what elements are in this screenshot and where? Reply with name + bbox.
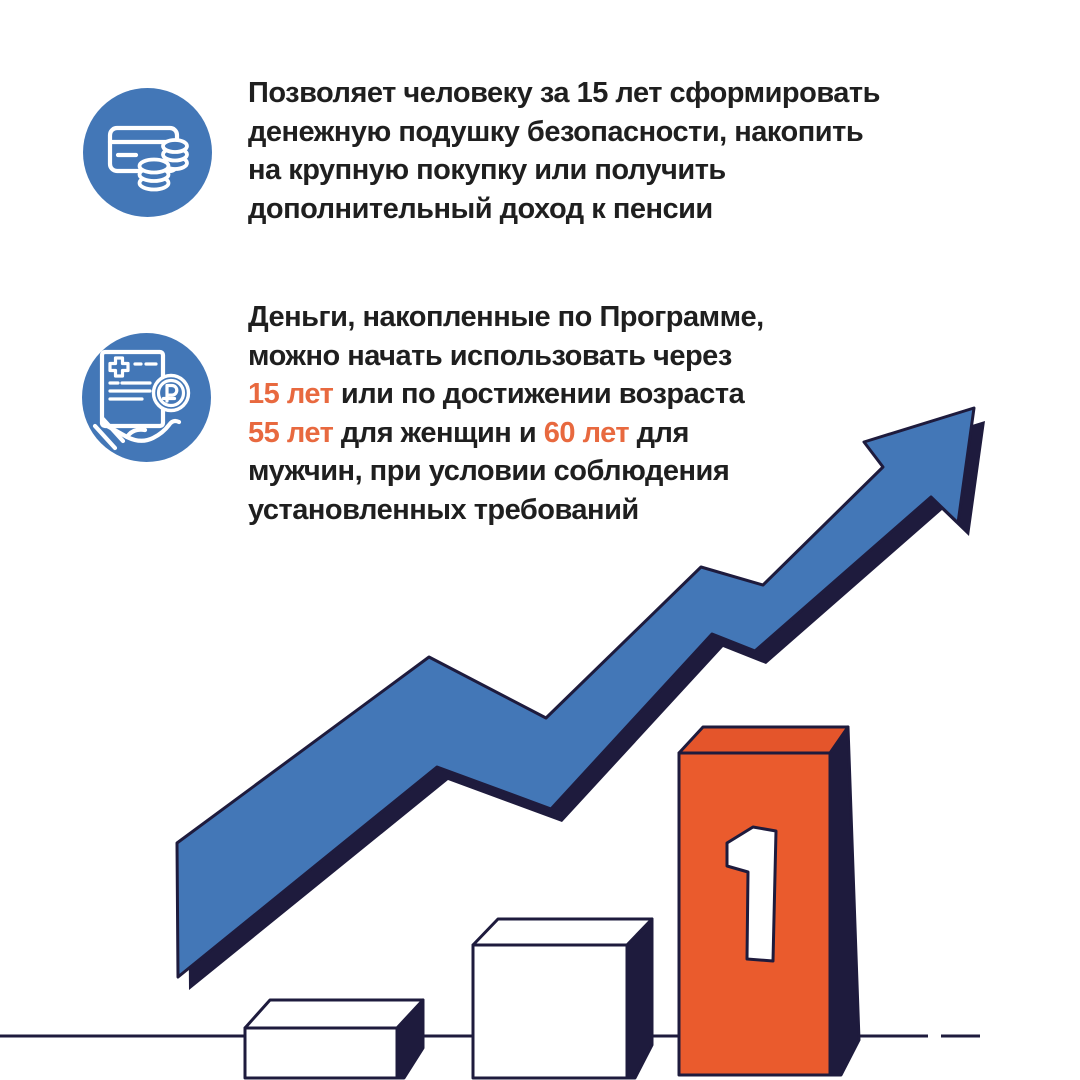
podium-box-small [245,1000,423,1078]
highlighted-term: 55 лет [248,416,334,449]
text-segment: дополнительный доход к пенсии [248,192,713,225]
highlighted-term: 15 лет [248,378,334,410]
text-segment: мужчин, при условии соблюдения [248,455,730,487]
text-segment: для женщин и [333,416,544,449]
text-segment: Позволяет человеку за 15 лет сформировать [248,77,880,109]
text-segment: установленных требований [248,493,639,526]
highlighted-term: 60 лет [543,416,630,449]
text-segment: можно начать использовать через [248,339,732,372]
text-segment: Деньги, накопленные по Программе, [248,301,764,333]
text-segment: для [629,416,689,449]
podium-box-medium [473,919,652,1078]
text-segment: денежную подушку безопасности, накопить [248,115,864,148]
text-segment: на крупную покупку или получить [248,154,726,186]
text-segment: или по достижении возраста [333,378,745,410]
